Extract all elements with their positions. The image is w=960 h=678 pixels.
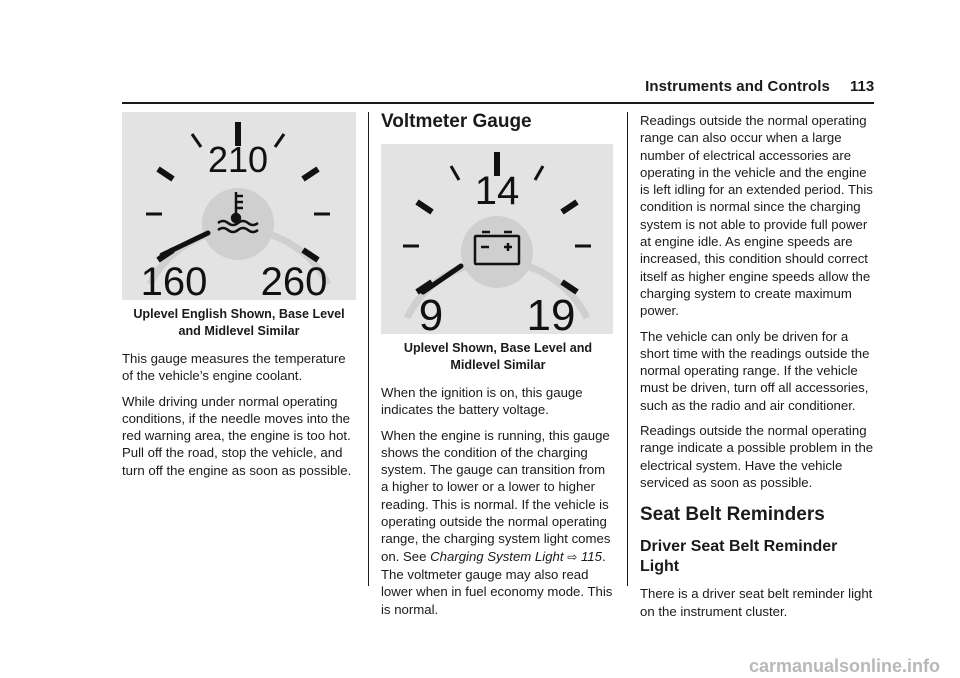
gauge-hub [461,216,533,288]
body-paragraph [381,427,615,618]
body-paragraph: This gauge measures the temperature of the vehicle’s engine coolant. [122,351,346,384]
column-2 [381,110,615,626]
page-number: 113 [850,78,875,95]
figure-caption: Uplevel Shown, Base Level and Midlevel Similar [403,341,593,372]
column-3 [640,112,876,628]
gauge-top-value: 14 [474,169,520,213]
column-divider-right [627,112,628,586]
column-1 [122,112,356,487]
section-heading: Seat Belt Reminders [640,504,825,526]
paragraph-text: . The voltmeter gauge may also read lower when in fuel economy mode. This is normal. [381,548,613,617]
voltmeter-gauge-figure [381,144,613,334]
watermark: carmanualsonline.info [748,656,940,676]
gauge-high-value: 19 [526,291,576,334]
body-paragraph: While driving under normal operating conditions, if the needle moves into the red warning area, the engine is too hot. Pull off the road, stop the vehicle, and turn off the engine as soon as possible. [122,393,352,478]
body-paragraph: There is a driver seat belt reminder light on the instrument cluster. [640,586,873,619]
header-rule [122,102,874,104]
gauge-low-value: 9 [418,291,444,334]
body-paragraph: Readings outside the normal operating range can also occur when a large number of electrical accessories are operating in the vehicle and the engine is left idling for an extended period. This condition is normal since the charging system is not able to provide full power at engine idle. As engine speeds are increased, this condition should correct itself as higher engine speeds allow the charging system to create maximum power. [640,113,873,319]
page-reference-arrow-icon: ⇨ [567,549,578,564]
charging-system-light-link[interactable]: Charging System Light [430,548,564,564]
coolant-temperature-gauge-figure [122,112,356,300]
body-paragraph: When the ignition is on, this gauge indicates the battery voltage. [381,385,583,418]
figure-caption: Uplevel English Shown, Base Level and Midlevel Similar [133,307,345,338]
body-paragraph: Readings outside the normal operating range indicate a possible problem in the electrical system. Have the vehicle serviced as soon as possible. [640,423,874,490]
section-heading: Voltmeter Gauge [381,111,532,132]
gauge-top-value: 210 [207,139,269,180]
page-reference-number[interactable]: 115 [580,548,602,564]
paragraph-text: When the engine is running, this gauge shows the condition of the charging system. The gauge can transition from a higher to lower or a lower to higher reading. This is normal. If the vehicle is operating outside the normal operating range, the charging system light comes on. See [381,427,611,564]
header-title: Instruments and Controls [645,78,830,95]
body-paragraph: The vehicle can only be driven for a short time with the readings outside the normal operating range. If the vehicle must be driven, turn off all accessories, such as the radio and air conditioner. [640,328,870,413]
gauge-low-value: 160 [140,260,208,300]
column-divider-left [368,112,369,586]
gauge-high-value: 260 [260,260,328,300]
subsection-heading: Driver Seat Belt Reminder Light [640,538,838,576]
